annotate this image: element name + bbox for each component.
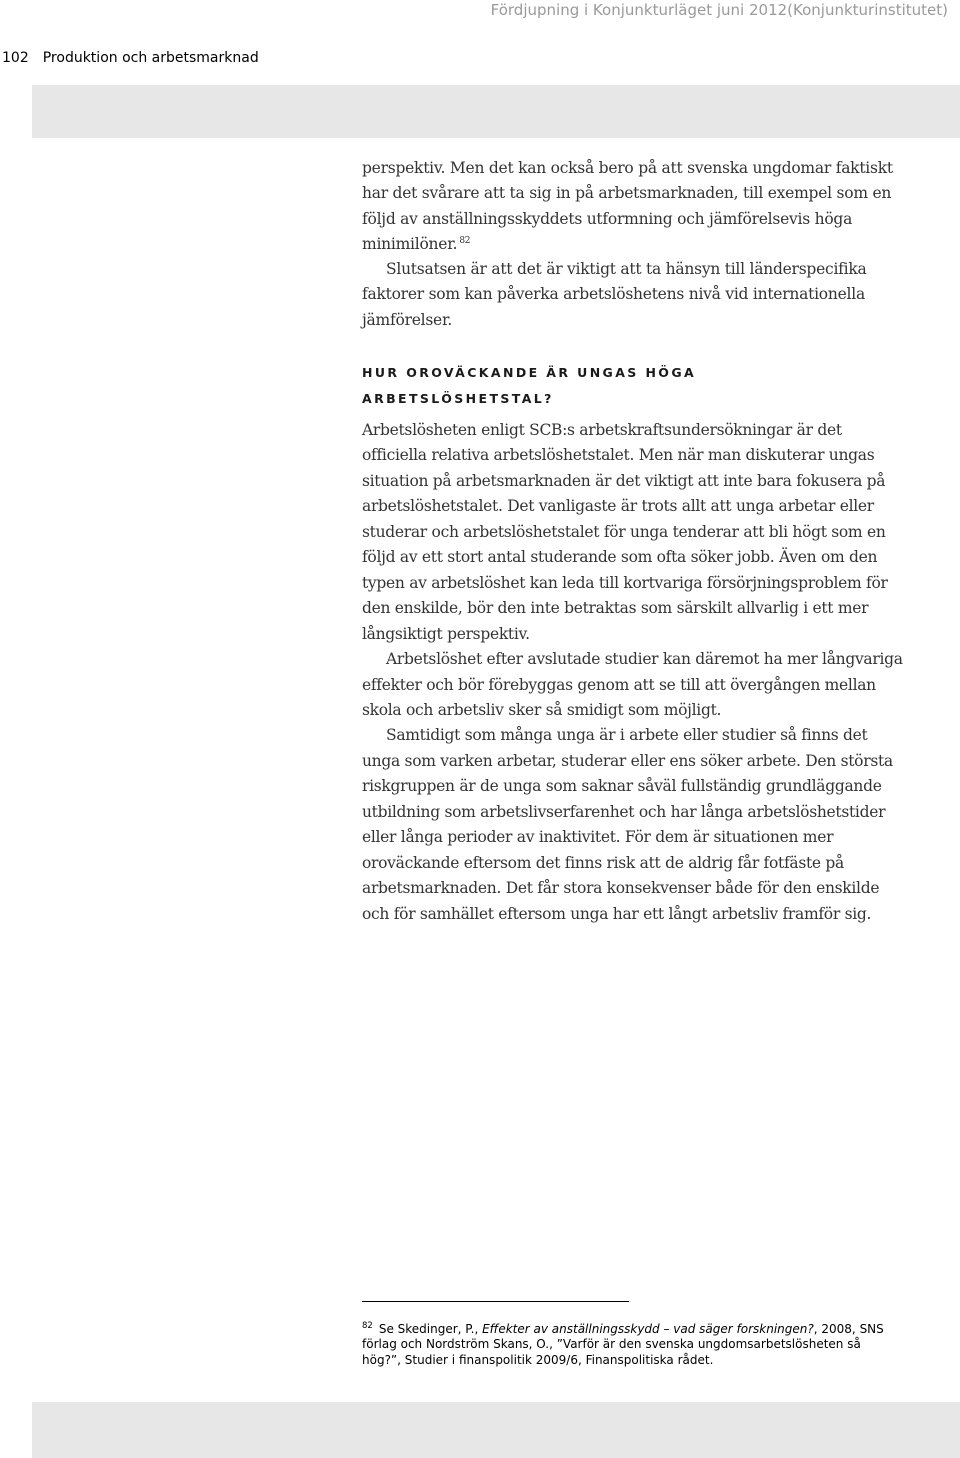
running-head <box>2 48 259 68</box>
footnote-number: 82 <box>362 1321 373 1332</box>
footnote-cited-title: Effekter av anställningsskydd – vad säger forskningen? <box>482 1322 814 1336</box>
header-band <box>32 85 960 138</box>
paragraph-after-studies: Arbetslöshet efter avslutade studier kan däremot ha mer långvariga effekter och bör förebyggas genom att se till att övergången mellan skola och arbetsliv sker så smidigt som möjligt. <box>362 650 903 719</box>
document-title: Fördjupning i Konjunkturläget juni 2012(Konjunkturinstitutet) <box>490 1 948 19</box>
paragraph-conclusion: Slutsatsen är att det är viktigt att ta hänsyn till länderspecifika faktorer som kan påverka arbetslöshetens nivå vid internationella jämförelser. <box>362 260 867 329</box>
paragraph-perspective <box>362 156 907 257</box>
footnote-reference-82: 82 <box>459 236 471 247</box>
footer-band <box>32 1402 960 1458</box>
chapter-title: Produktion och arbetsmarknad <box>42 50 259 66</box>
paragraph-perspective-text: perspektiv. Men det kan också bero på att svenska ungdomar faktiskt har det svårare att ta sig in på arbetsmarknaden, till exempel som en följd av anställningsskyddets utformning och jämförelsevis höga minimilöner. <box>362 159 893 253</box>
footnote-text-part-2: , 2008, SNS förlag och Nordström Skans, O., ”Varför är den svenska ungdomsarbetslösheten så hög?”, Studier i finanspolitik 2009/6, Finanspolitiska rådet. <box>362 1322 884 1367</box>
footnote-text-part-1: Se Skedinger, P., <box>378 1322 483 1336</box>
body-text-intro <box>362 156 907 333</box>
paragraph-risk-group: Samtidigt som många unga är i arbete eller studier så finns det unga som varken arbetar, studerar eller ens söker arbete. Den största riskgruppen är de unga som saknar såväl fullständig grundläggande utbildning som arbetslivserfarenhet och har långa arbetslöshetstider eller långa perioder av inaktivitet. För dem är situationen mer oroväckande eftersom det finns risk att de aldrig får fotfäste på arbetsmarknaden. Det får stora konsekvenser både för den enskilde och för samhället eftersom unga har ett långt arbetsliv framför sig. <box>362 726 893 923</box>
footnote-82 <box>362 1322 892 1368</box>
paragraph-unemployment-stats: Arbetslösheten enligt SCB:s arbetskraftsundersökningar är det officiella relativa arbetslöshetstalet. Men när man diskuterar ungas situation på arbetsmarknaden är det viktigt att inte bara fokusera på arbetslöshetstalet. Det vanligaste är trots allt att unga arbetar eller studerar och arbetslöshetstalet för unga tenderar att bli högt som en följd av ett stort antal studerande som ofta söker jobb. Även om den typen av arbetslöshet kan leda till kortvariga försörjningsproblem för den enskilde, bör den inte betraktas som särskilt allvarlig i ett mer långsiktigt perspektiv. <box>362 421 888 643</box>
footnote-divider <box>362 1301 629 1302</box>
body-text-section <box>362 418 907 927</box>
page-number: 102 <box>2 50 29 66</box>
section-heading: HUR OROVÄCKANDE ÄR UNGAS HÖGA ARBETSLÖSHETSTAL? <box>362 365 697 406</box>
